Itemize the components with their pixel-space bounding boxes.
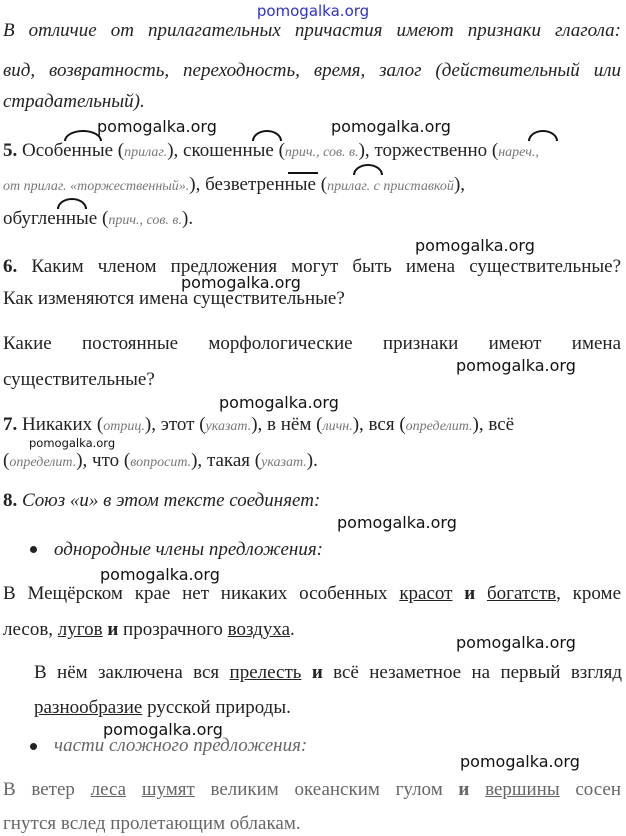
text: В Мещёрском крае нет никаких особенных	[3, 583, 388, 604]
underlined-word: богатств	[487, 583, 557, 604]
q5-number: 5.	[3, 140, 18, 161]
q6-line-2: Как изменяются имена существительные?	[3, 288, 345, 309]
q5-word-1: Особенные	[22, 140, 114, 161]
q5-word-2: скошенные	[183, 140, 274, 161]
watermark: pomogalka.org	[337, 513, 457, 532]
q8-p3-line-1	[3, 778, 621, 802]
q6-line-3: Какие постоянные морфологические признаки имеют имена	[3, 333, 621, 354]
q5-note-3b: от прилаг. «торжественный».	[3, 179, 190, 194]
underlined-word: шумят	[141, 779, 195, 800]
watermark: pomogalka.org	[100, 565, 220, 584]
text: лесов,	[3, 619, 54, 640]
watermark: pomogalka.org	[456, 633, 576, 652]
q5-note-2: прич., сов. в.	[284, 145, 359, 160]
underlined-word: прелесть	[229, 662, 302, 683]
q8-title	[3, 489, 320, 513]
conjunction: и	[311, 662, 323, 683]
suffix-arc	[528, 130, 558, 141]
q6-line-1	[3, 255, 621, 279]
text: В ветер	[3, 779, 75, 800]
q5-note-3: нареч.,	[498, 145, 539, 160]
watermark: pomogalka.org	[97, 117, 217, 136]
q5-word-4: безветренные	[205, 174, 316, 195]
conjunction: и	[464, 583, 476, 604]
q7-line-2: (определит.), что (вопросит.), такая (указат.).	[3, 450, 318, 471]
intro-line-2: вид, возвратность, переходность, время, залог (действительный или	[3, 60, 621, 81]
q7-number: 7.	[3, 414, 18, 435]
q7-note-7: указат.	[261, 455, 307, 470]
q7-note-6: вопросит.	[130, 455, 192, 470]
q7-word-3: в нём	[267, 414, 312, 435]
q7-line-1: 7. Никаких (отриц.), этот (указат.), в нём (личн.), вся (определит.), всё	[3, 414, 515, 435]
q8-bullet-1: однородные члены предложения:	[54, 539, 323, 560]
q7-word-4: вся	[368, 414, 395, 435]
watermark: pomogalka.org	[181, 273, 301, 292]
text: В нём заключена вся	[34, 662, 220, 683]
q5-note-5: прич., сов. в.	[108, 213, 183, 228]
q8-p1-line-2: лесов, лугов и прозрачного воздуха.	[3, 619, 295, 640]
q7-word-7: такая	[206, 450, 251, 471]
q5-line-2: от прилаг. «торжественный».), безветренные (прилаг. с приставкой),	[3, 174, 466, 195]
suffix-arc	[353, 164, 383, 175]
prefix-mark	[288, 172, 318, 174]
text: великим океанским гулом	[210, 779, 443, 800]
conjunction: и	[458, 779, 470, 800]
text: , кроме	[556, 583, 622, 604]
intro-line-1: В отличие от прилагательных причастия имеют признаки глагола:	[3, 20, 621, 41]
watermark: pomogalka.org	[456, 356, 576, 375]
q8-p1-line-1	[3, 582, 621, 606]
q7-word-1: Никаких	[22, 414, 93, 435]
bullet	[30, 743, 37, 750]
q5-word-5: обугленные	[3, 208, 98, 229]
watermark: pomogalka.org	[331, 117, 451, 136]
q8-number: 8.	[3, 490, 18, 511]
q8-bullet-2: части сложного предложения:	[54, 735, 308, 756]
text: всё незаметное на первый взгляд	[333, 662, 623, 683]
q5-note-4: прилаг. с приставкой	[327, 179, 454, 194]
q7-note-1: отриц.	[103, 419, 145, 434]
q8-p2-line-1	[34, 661, 622, 685]
q6-line-4: существительные?	[3, 369, 155, 390]
q7-note-5: определит.	[9, 455, 77, 470]
conjunction: и	[107, 619, 119, 640]
underlined-word: вершины	[485, 779, 560, 800]
q8-p3-line-2: гнутся вслед пролетающим облакам.	[3, 813, 301, 834]
q8-question: Союз «и» в этом тексте соединяет:	[22, 490, 321, 511]
q7-word-5: всё	[488, 414, 515, 435]
q7-note-4: определит.	[405, 419, 473, 434]
q5-note-1: прилаг.	[124, 145, 168, 160]
q7-word-2: этот	[160, 414, 195, 435]
watermark: pomogalka.org	[29, 436, 116, 450]
intro-line-3: страдательный).	[3, 91, 145, 112]
underlined-word: воздуха	[227, 619, 291, 640]
q5-word-3: торжественно	[374, 140, 488, 161]
q5-line-3: обугленные (прич., сов. в.).	[3, 208, 194, 229]
suffix-arc	[252, 130, 282, 141]
q5-line-1: 5. Особенные (прилаг.), скошенные (прич., сов. в.), торжественно (нареч.,	[3, 140, 539, 161]
watermark: pomogalka.org	[460, 752, 580, 771]
text: прозрачного	[123, 619, 223, 640]
suffix-arc	[57, 198, 87, 209]
watermark: pomogalka.org	[219, 393, 339, 412]
q7-note-2: указат.	[205, 419, 252, 434]
underlined-word: леса	[90, 779, 127, 800]
q6-question-1: Каким членом предложения могут быть имена существительные?	[31, 256, 622, 277]
q7-word-6: что	[92, 450, 120, 471]
underlined-word: красот	[399, 583, 453, 604]
watermark: pomogalka.org	[103, 720, 223, 739]
site-header[interactable]: pomogalka.org	[256, 2, 370, 20]
text: сосен	[575, 779, 621, 800]
watermark: pomogalka.org	[415, 236, 535, 255]
bullet	[30, 546, 37, 553]
q7-note-3: личн.	[322, 419, 353, 434]
q8-p2-line-2	[34, 696, 291, 720]
underlined-word: разнообразие	[34, 697, 143, 718]
underlined-word: лугов	[57, 619, 103, 640]
text: русской природы.	[147, 697, 291, 718]
q6-number: 6.	[3, 256, 18, 277]
